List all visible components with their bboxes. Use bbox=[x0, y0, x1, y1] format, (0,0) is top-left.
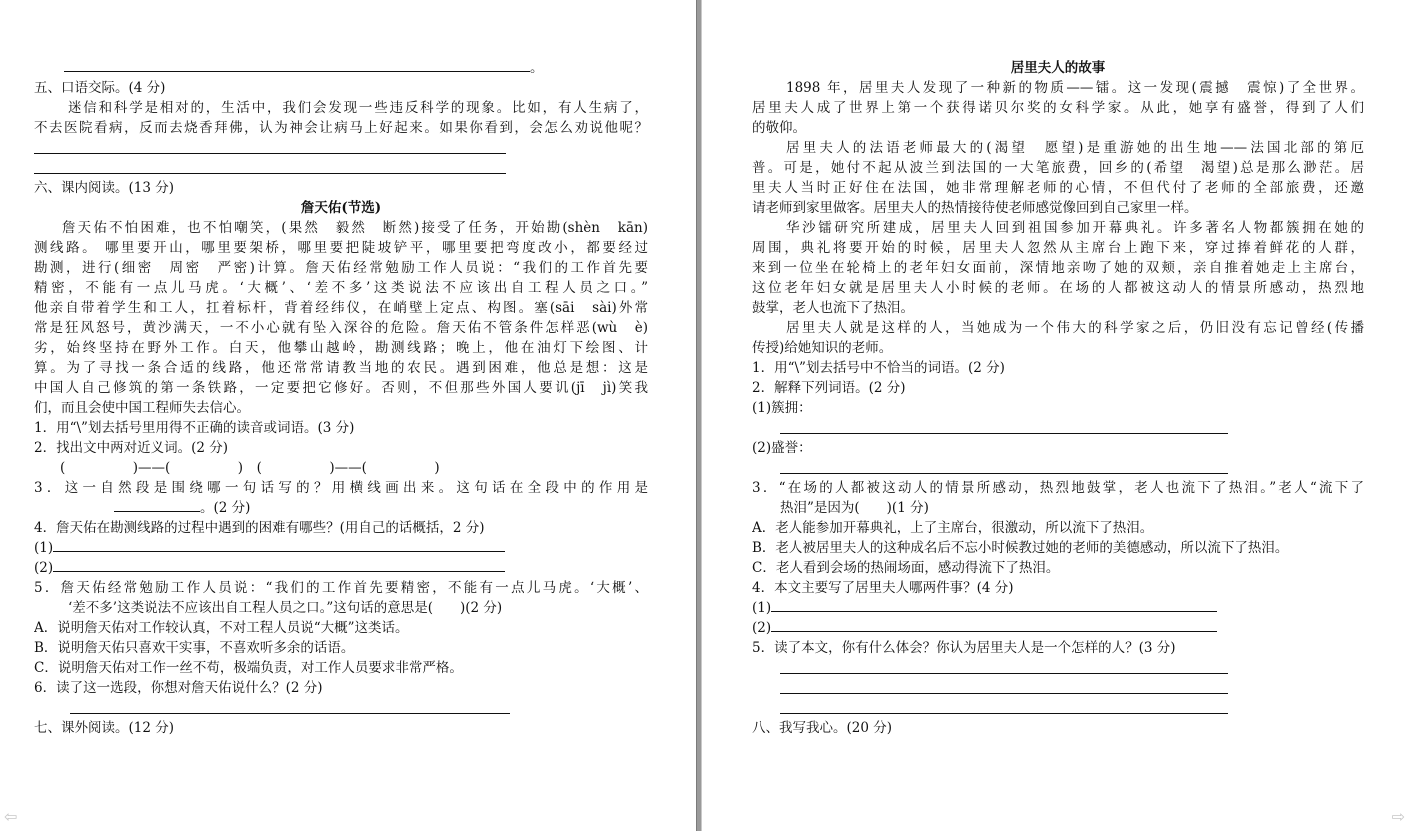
blank-underline bbox=[53, 558, 505, 572]
blank-underline bbox=[53, 538, 505, 552]
story-line: 请老师到家里做客。居里夫人的热情接待使老师感觉像回到自己家里一样。 bbox=[752, 200, 1198, 216]
next-page-icon[interactable]: ⇨ bbox=[1391, 807, 1405, 826]
passage-line: 算。为了寻找一条合适的线路，他还常常请教当地的农民。遇到困难，他总是想：这是 bbox=[34, 360, 648, 376]
passage-line: 詹天佑不怕困难，也不怕嘲笑，(果然 毅然 断然)接受了任务，开始勘(shèn kān) bbox=[62, 220, 648, 236]
answer-line bbox=[752, 458, 1364, 478]
question-4: 4．詹天佑在勘测线路的过程中遇到的困难有哪些？(用自己的话概括，2 分) bbox=[34, 520, 485, 536]
story-line: 华沙镭研究所建成，居里夫人回到祖国参加开幕典礼。许多著名人物都簇拥在她的 bbox=[786, 220, 1364, 236]
blank-underline bbox=[771, 618, 1217, 632]
story-line: 来到一位坐在轮椅上的老年妇女面前，深情地亲吻了她的双颊，亲自推着她走上主席台， bbox=[752, 260, 1364, 276]
question-5: 5．詹天佑经常勉励工作人员说：“我们的工作首先要精密，不能有一点儿马虎。‘大概’、 bbox=[34, 580, 648, 596]
blank-underline bbox=[64, 58, 530, 72]
question-5-option-a: A．说明詹天佑对工作较认真，不对工程人员说“大概”这类话。 bbox=[34, 620, 409, 636]
passage-line: 精密，不能有一点儿马虎。‘大概’、‘差不多’这类说法不应该出自工程人员之口。” bbox=[34, 280, 648, 296]
answer-line bbox=[34, 138, 648, 158]
question-2-blanks: ( )——( ) ( )——( ) bbox=[60, 460, 440, 476]
story-line: 的敬仰。 bbox=[752, 120, 806, 136]
question-5-option-c: C．说明詹天佑对工作一丝不苟，极端负责，对工作人员要求非常严格。 bbox=[34, 660, 463, 676]
question-2-item-1: (1)簇拥： bbox=[752, 400, 812, 416]
story-line: 普。可是，她付不起从波兰到法国的一大笔旅费，回乡的(希望 渴望)总是那么渺茫。居 bbox=[752, 160, 1364, 176]
question-3: 3．这一自然段是围绕哪一句话写的？用横线画出来。这句话在全段中的作用是 bbox=[34, 480, 648, 496]
story-line: 传授)给她知识的老师。 bbox=[752, 340, 893, 356]
story-line: 居里夫人就是这样的人，当她成为一个伟大的科学家之后，仍旧没有忘记曾经(传播 bbox=[786, 320, 1364, 336]
question-4-answer-1 bbox=[752, 598, 1364, 618]
blank-underline bbox=[771, 598, 1217, 612]
passage-line: 勘测，进行(细密 周密 严密)计算。詹天佑经常勉励工作人员说：“我们的工作首先要 bbox=[34, 260, 648, 276]
question-3-continued: 热泪”是因为( )(1 分) bbox=[780, 500, 929, 516]
section-5-prompt-line: 不去医院看病，反而去烧香拜佛，认为神会让病马上好起来。如果你看到，会怎么劝说他呢？ bbox=[34, 120, 648, 136]
section-6-heading: 六、课内阅读。(13 分) bbox=[34, 180, 175, 196]
section-8-heading: 八、我写我心。(20 分) bbox=[752, 720, 893, 736]
story-title: 居里夫人的故事 bbox=[1010, 60, 1106, 76]
answer-line bbox=[752, 698, 1364, 718]
question-4-answer-2 bbox=[34, 558, 648, 578]
question-4-answer-1 bbox=[34, 538, 648, 558]
answer-line bbox=[752, 658, 1364, 678]
question-3: 3．“在场的人都被这动人的情景所感动，热烈地鼓掌，老人也流下了热泪。”老人“流下了 bbox=[752, 480, 1364, 496]
question-2: 2．找出文中两对近义词。(2 分) bbox=[34, 440, 229, 456]
prev-page-icon[interactable]: ⇦ bbox=[4, 807, 18, 826]
blank-underline bbox=[114, 498, 200, 512]
left-page-content bbox=[34, 58, 648, 738]
answer-label: (1) bbox=[752, 600, 772, 616]
question-6: 6．读了这一选段，你想对詹天佑说什么？(2 分) bbox=[34, 680, 323, 696]
question-4: 4．本文主要写了居里夫人哪两件事？(4 分) bbox=[752, 580, 1014, 596]
question-4-answer-2 bbox=[752, 618, 1364, 638]
passage-line: 他亲自带着学生和工人，扛着标杆，背着经纬仪，在峭壁上定点、构图。塞(sāi sài)外常 bbox=[34, 300, 648, 316]
question-3-option-b: B．老人被居里夫人的这种成名后不忘小时候教过她的老师的美德感动，所以流下了热泪。 bbox=[752, 540, 1289, 556]
question-3-option-c: C．老人看到会场的热闹场面，感动得流下了热泪。 bbox=[752, 560, 1060, 576]
story-line: 1898 年，居里夫人发现了一种新的物质——镭。这一发现(震撼 震惊)了全世界。 bbox=[786, 80, 1364, 96]
passage-line: 测线路。 哪里要开山，哪里要架桥，哪里要把陡坡铲平，哪里要把弯度改小，都要经过 bbox=[34, 240, 648, 256]
section-5-prompt-line: 迷信和科学是相对的，生活中，我们会发现一些违反科学的现象。比如，有人生病了， bbox=[68, 100, 648, 116]
passage-title: 詹天佑(节选) bbox=[300, 200, 382, 216]
question-3-option-a: A．老人能参加开幕典礼，上了主席台，很激动，所以流下了热泪。 bbox=[752, 520, 1154, 536]
right-page bbox=[702, 0, 1411, 831]
question-5-continued: ‘差不多’这类说法不应该出自工程人员之口。”这句话的意思是( )(2 分) bbox=[68, 600, 503, 616]
answer-line bbox=[752, 418, 1364, 438]
passage-line: 常是狂风怒号，黄沙满天，一不小心就有坠入深谷的危险。詹天佑不管条件怎样恶(wù è) bbox=[34, 320, 648, 336]
question-2-item-2: (2)盛誉： bbox=[752, 440, 812, 456]
question-1: 1．用“\”划去括号里用得不正确的读音或词语。(3 分) bbox=[34, 420, 355, 436]
passage-line: 们，而且会使中国工程师失去信心。 bbox=[34, 400, 250, 416]
answer-line bbox=[34, 158, 648, 178]
question-5: 5．读了本文，你有什么体会？你认为居里夫人是一个怎样的人？(3 分) bbox=[752, 640, 1176, 656]
passage-line: 中国人自己修筑的第一条铁路，一定要把它修好。否则，不但那些外国人要讥(jī jì)笑我 bbox=[34, 380, 648, 396]
story-line: 里夫人当时正好住在法国，她非常理解老师的心情，不但代付了老师的全部旅费，还邀 bbox=[752, 180, 1364, 196]
story-line: 居里夫人的法语老师最大的(渴望 愿望)是重游她的出生地——法国北部的第厄 bbox=[786, 140, 1364, 156]
right-page-content bbox=[752, 58, 1364, 738]
section-5-heading: 五、口语交际。(4 分) bbox=[34, 80, 166, 96]
question-1: 1．用“\”划去括号中不恰当的词语。(2 分) bbox=[752, 360, 1005, 376]
question-3-tail-text: 。(2 分) bbox=[200, 500, 251, 516]
answer-label: (2) bbox=[34, 560, 54, 576]
story-line: 周围，典礼将要开始的时候，居里夫人忽然从主席台上跑下来，穿过捧着鲜花的人群， bbox=[752, 240, 1364, 256]
answer-label: (2) bbox=[752, 620, 772, 636]
question-5-option-b: B．说明詹天佑只喜欢干实事，不喜欢听多余的话语。 bbox=[34, 640, 355, 656]
answer-line bbox=[34, 698, 648, 718]
question-3-tail bbox=[34, 498, 648, 518]
story-line: 居里夫人成了世界上第一个获得诺贝尔奖的女科学家。从此，她享有盛誉，得到了人们 bbox=[752, 100, 1364, 116]
answer-line-top bbox=[34, 58, 648, 78]
section-7-heading: 七、课外阅读。(12 分) bbox=[34, 720, 175, 736]
answer-line bbox=[752, 678, 1364, 698]
passage-line: 劣，始终坚持在野外工作。白天，他攀山越岭，勘测线路；晚上，他在油灯下绘图、计 bbox=[34, 340, 648, 356]
answer-label: (1) bbox=[34, 540, 54, 556]
question-2: 2．解释下列词语。(2 分) bbox=[752, 380, 906, 396]
story-line: 鼓掌，老人也流下了热泪。 bbox=[752, 300, 914, 316]
story-line: 这位老年妇女就是居里夫人小时候的老师。在场的人都被这动人的情景所感动，热烈地 bbox=[752, 280, 1364, 296]
left-page bbox=[0, 0, 696, 831]
period-mark: 。 bbox=[530, 60, 544, 76]
